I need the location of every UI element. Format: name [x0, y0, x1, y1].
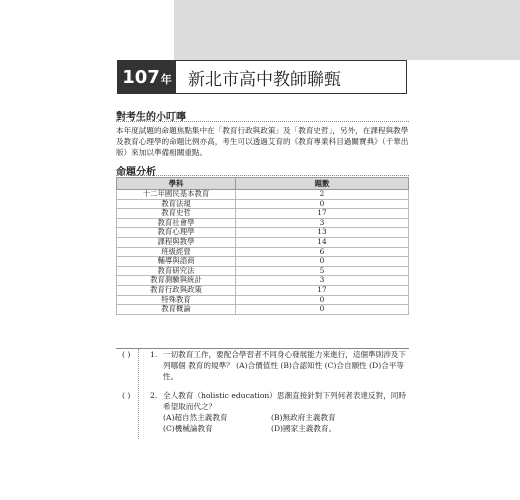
- subject-cell: 教育社會學: [117, 218, 236, 228]
- table-row: [117, 285, 409, 295]
- subject-cell: 教育史哲: [117, 209, 236, 219]
- header-background: [174, 0, 520, 60]
- question-number: 2.: [150, 391, 158, 400]
- count-cell: 5: [236, 266, 409, 276]
- table-row: [117, 305, 409, 315]
- count-cell: 14: [236, 237, 409, 247]
- subject-cell: 教育測驗與統計: [117, 276, 236, 286]
- table-header-row: [117, 178, 409, 190]
- count-cell: 2: [236, 190, 409, 200]
- column-header-count: 題數: [236, 178, 409, 190]
- count-cell: 0: [236, 305, 409, 315]
- subject-cell: 班級經營: [117, 247, 236, 257]
- year-number: 107: [122, 67, 160, 88]
- year-suffix: 年: [160, 73, 172, 86]
- subject-cell: 十二年國民基本教育: [117, 190, 236, 200]
- tips-heading: 對考生的小叮嚀: [116, 112, 186, 123]
- answer-blank: ( ): [122, 350, 131, 359]
- question-2: [116, 390, 409, 438]
- question-text: 全人教育（holistic education）思潮直接針對下列何者表達反對，同時希望取而代之？: [163, 391, 406, 411]
- question-text: 一切教育工作，要配合學習者不同身心發展能力來進行，這個準則涉及下列哪個 教育的規準？ (A)合價值性 (B)合認知性 (C)合自願性 (D)合平等性。: [163, 350, 406, 381]
- chapter-banner: [117, 60, 407, 94]
- count-cell: 0: [236, 257, 409, 267]
- table-row: [117, 190, 409, 200]
- subject-cell: 教育心理學: [117, 228, 236, 238]
- subject-cell: 教育研究法: [117, 266, 236, 276]
- question-number: 1.: [150, 350, 158, 359]
- table-row: [117, 209, 409, 219]
- table-row: [117, 276, 409, 286]
- subject-cell: 教育行政與政策: [117, 285, 236, 295]
- page-title: 新北市高中教師聯甄: [188, 69, 341, 90]
- count-cell: 6: [236, 247, 409, 257]
- option-a: (A)超自然主義教育: [163, 413, 228, 422]
- subject-cell: 輔導與諮商: [117, 257, 236, 267]
- analysis-table: [116, 177, 409, 315]
- option-b: (B)無政府主義教育: [271, 413, 336, 422]
- count-cell: 0: [236, 295, 409, 305]
- options-row: [163, 423, 409, 434]
- subject-cell: 教育概論: [117, 305, 236, 315]
- answer-blank: ( ): [122, 391, 131, 400]
- option-c: (C)機械論教育: [163, 424, 213, 433]
- count-cell: 3: [236, 218, 409, 228]
- analysis-heading: 命題分析: [116, 167, 156, 178]
- count-cell: 17: [236, 285, 409, 295]
- table-row: [117, 257, 409, 267]
- question-body: [163, 390, 409, 434]
- analysis-divider: [116, 175, 409, 176]
- subject-cell: 特殊教育: [117, 295, 236, 305]
- column-header-subject: 學科: [117, 178, 236, 190]
- count-cell: 3: [236, 276, 409, 286]
- count-cell: 17: [236, 209, 409, 219]
- subject-cell: 課程與教學: [117, 237, 236, 247]
- year-badge: [118, 61, 176, 93]
- table-row: [117, 237, 409, 247]
- tips-body: 本年度試題的命題焦點集中在「教育行政與政策」及「教育史哲」，另外，在課程與教學及教育心理學的命題比例亦高，考生可以透過艾育的《教育專業科目過關寶典》（千華出版）來加以準備相關重點。: [116, 126, 409, 157]
- count-cell: 13: [236, 228, 409, 238]
- question-1: [116, 349, 409, 385]
- subject-cell: 教育法規: [117, 199, 236, 209]
- options-row: [163, 412, 409, 423]
- count-cell: 0: [236, 199, 409, 209]
- tips-divider: [116, 121, 409, 122]
- option-d: (D)國家主義教育。: [271, 424, 337, 433]
